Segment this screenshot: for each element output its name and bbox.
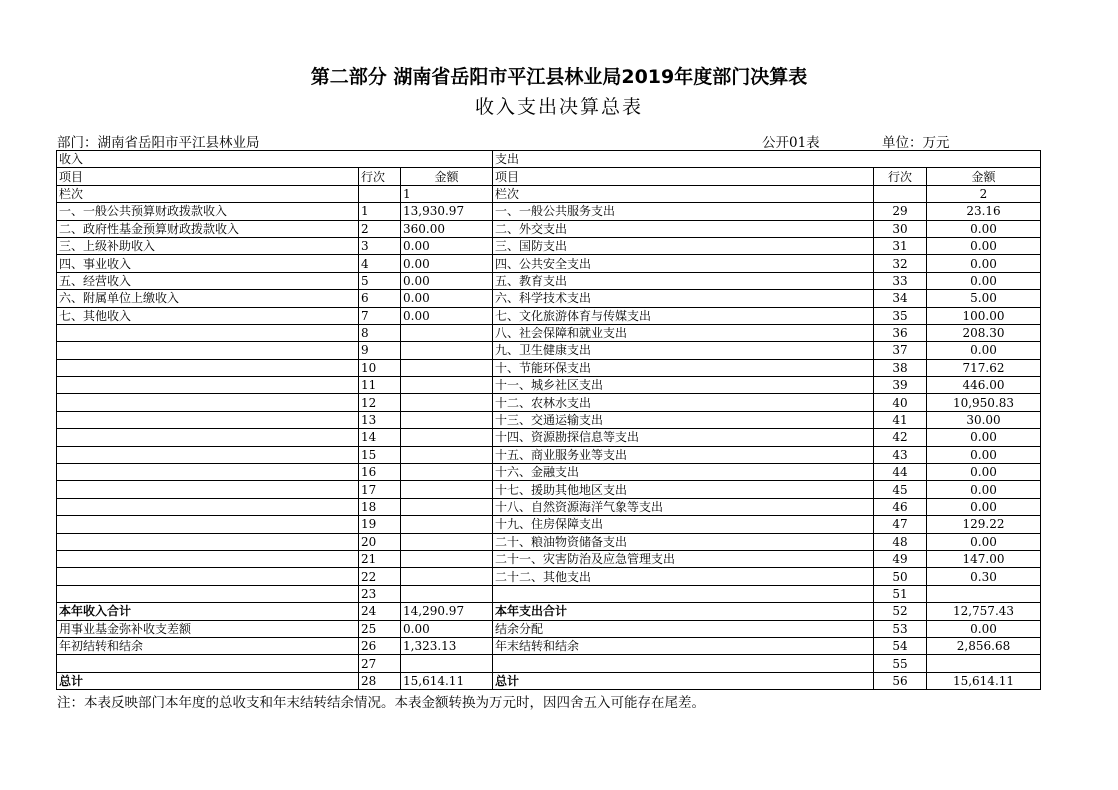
table-row: [57, 481, 1041, 498]
table-row: [57, 324, 1041, 341]
income-amount-cell: [401, 568, 493, 585]
expense-amount-cell: 0.00: [927, 272, 1041, 289]
income-amount-cell: [401, 429, 493, 446]
expense-amount-cell: 23.16: [927, 203, 1041, 220]
expense-item-cell: 十一、城乡社区支出: [493, 377, 874, 394]
expense-amount-cell: 12,757.43: [927, 603, 1041, 620]
income-item-cell: 五、经营收入: [57, 272, 359, 289]
expense-amount-cell: 0.00: [927, 255, 1041, 272]
income-amount-cell: 0.00: [401, 620, 493, 637]
table-row: [57, 377, 1041, 394]
income-item-cell: [57, 342, 359, 359]
expense-line-cell: 51: [874, 585, 927, 602]
expense-item-cell: 本年支出合计: [493, 603, 874, 620]
table-row: [57, 203, 1041, 220]
budget-table: [56, 150, 1041, 690]
header-row-columns: [57, 168, 1041, 185]
income-line-cell: 8: [359, 324, 401, 341]
expense-line-cell: 48: [874, 533, 927, 550]
income-line-cell: 24: [359, 603, 401, 620]
income-item-cell: [57, 324, 359, 341]
column-index-label: 栏次: [57, 185, 359, 202]
income-amount-cell: 14,290.97: [401, 603, 493, 620]
expense-amount-cell: 208.30: [927, 324, 1041, 341]
income-line-cell: 3: [359, 237, 401, 254]
expense-item-cell: 十、节能环保支出: [493, 359, 874, 376]
expense-line-cell: 33: [874, 272, 927, 289]
income-amount-cell: 13,930.97: [401, 203, 493, 220]
expense-item-cell: 二十二、其他支出: [493, 568, 874, 585]
expense-amount-cell: 0.00: [927, 446, 1041, 463]
header-row-column-index: [57, 185, 1041, 202]
expense-line-cell: 37: [874, 342, 927, 359]
income-line-cell: 20: [359, 533, 401, 550]
expense-item-cell: 七、文化旅游体育与传媒支出: [493, 307, 874, 324]
expense-amount-cell: 30.00: [927, 411, 1041, 428]
income-item-cell: [57, 394, 359, 411]
expense-amount-cell: [927, 585, 1041, 602]
expense-item-header: 项目: [493, 168, 874, 185]
income-item-cell: 年初结转和结余: [57, 637, 359, 654]
expense-line-cell: 53: [874, 620, 927, 637]
income-item-cell: [57, 446, 359, 463]
table-row: [57, 672, 1041, 689]
income-item-cell: 三、上级补助收入: [57, 237, 359, 254]
expense-line-cell: 46: [874, 498, 927, 515]
expense-item-cell: 十三、交通运输支出: [493, 411, 874, 428]
expense-item-cell: 十五、商业服务业等支出: [493, 446, 874, 463]
expense-item-cell: 二十一、灾害防治及应急管理支出: [493, 550, 874, 567]
income-line-cell: 11: [359, 377, 401, 394]
table-row: [57, 655, 1041, 672]
income-line-cell: 7: [359, 307, 401, 324]
department-label: 部门：湖南省岳阳市平江县林业局: [57, 135, 260, 151]
income-item-cell: [57, 411, 359, 428]
expense-line-cell: 42: [874, 429, 927, 446]
income-item-cell: [57, 429, 359, 446]
expense-line-cell: 52: [874, 603, 927, 620]
expense-amount-cell: 0.00: [927, 342, 1041, 359]
income-line-header: 行次: [359, 168, 401, 185]
expense-item-cell: 四、公共安全支出: [493, 255, 874, 272]
income-line-cell: 27: [359, 655, 401, 672]
income-line-cell: 18: [359, 498, 401, 515]
income-item-cell: [57, 516, 359, 533]
income-column-index: 1: [401, 185, 493, 202]
expense-line-cell: 54: [874, 637, 927, 654]
expense-amount-cell: 10,950.83: [927, 394, 1041, 411]
expense-line-cell: 45: [874, 481, 927, 498]
expense-item-cell: 二十、粮油物资储备支出: [493, 533, 874, 550]
table-row: [57, 446, 1041, 463]
income-line-cell: 17: [359, 481, 401, 498]
expense-item-cell: 十四、资源勘探信息等支出: [493, 429, 874, 446]
expense-item-cell: 三、国防支出: [493, 237, 874, 254]
income-line-cell: 12: [359, 394, 401, 411]
expense-amount-cell: 2,856.68: [927, 637, 1041, 654]
expense-line-cell: 55: [874, 655, 927, 672]
income-amount-cell: [401, 342, 493, 359]
expense-amount-cell: 0.00: [927, 220, 1041, 237]
income-line-cell: 14: [359, 429, 401, 446]
income-line-cell: 4: [359, 255, 401, 272]
expense-amount-cell: 0.00: [927, 620, 1041, 637]
income-line-cell: 21: [359, 550, 401, 567]
expense-item-cell: 十九、住房保障支出: [493, 516, 874, 533]
expense-item-cell: 二、外交支出: [493, 220, 874, 237]
expense-amount-cell: 129.22: [927, 516, 1041, 533]
table-row: [57, 620, 1041, 637]
income-amount-cell: 0.00: [401, 307, 493, 324]
income-line-cell: 19: [359, 516, 401, 533]
table-row: [57, 237, 1041, 254]
expense-item-cell: 五、教育支出: [493, 272, 874, 289]
table-row: [57, 394, 1041, 411]
expense-amount-cell: 0.00: [927, 533, 1041, 550]
income-item-cell: [57, 359, 359, 376]
table-row: [57, 307, 1041, 324]
expense-amount-cell: 15,614.11: [927, 672, 1041, 689]
income-line-index: [359, 185, 401, 202]
expense-line-cell: 41: [874, 411, 927, 428]
table-row: [57, 411, 1041, 428]
income-item-cell: [57, 498, 359, 515]
expense-line-cell: 31: [874, 237, 927, 254]
expense-item-cell: 一、一般公共服务支出: [493, 203, 874, 220]
expense-line-cell: 35: [874, 307, 927, 324]
expense-amount-cell: 0.00: [927, 429, 1041, 446]
table-subtitle: 收入支出决算总表: [474, 96, 643, 118]
income-line-cell: 15: [359, 446, 401, 463]
expense-line-cell: 56: [874, 672, 927, 689]
table-row: [57, 637, 1041, 654]
income-item-cell: 一、一般公共预算财政拨款收入: [57, 203, 359, 220]
income-amount-cell: [401, 655, 493, 672]
income-amount-header: 金额: [401, 168, 493, 185]
income-amount-cell: 0.00: [401, 237, 493, 254]
expense-amount-cell: 446.00: [927, 377, 1041, 394]
income-item-cell: [57, 481, 359, 498]
expense-item-cell: 总计: [493, 672, 874, 689]
expense-line-cell: 32: [874, 255, 927, 272]
income-amount-cell: [401, 411, 493, 428]
expense-amount-cell: 0.00: [927, 237, 1041, 254]
expense-line-cell: 38: [874, 359, 927, 376]
table-row: [57, 498, 1041, 515]
income-line-cell: 26: [359, 637, 401, 654]
income-line-cell: 2: [359, 220, 401, 237]
expense-item-cell: 十七、援助其他地区支出: [493, 481, 874, 498]
income-amount-cell: [401, 516, 493, 533]
income-amount-cell: [401, 498, 493, 515]
income-item-cell: [57, 655, 359, 672]
expense-header: 支出: [493, 151, 1041, 168]
income-line-cell: 1: [359, 203, 401, 220]
income-line-cell: 22: [359, 568, 401, 585]
expense-amount-cell: 147.00: [927, 550, 1041, 567]
income-line-cell: 10: [359, 359, 401, 376]
income-amount-cell: [401, 585, 493, 602]
expense-line-cell: 39: [874, 377, 927, 394]
income-header: 收入: [57, 151, 493, 168]
income-amount-cell: [401, 481, 493, 498]
income-line-cell: 16: [359, 464, 401, 481]
income-line-cell: 5: [359, 272, 401, 289]
income-amount-cell: 360.00: [401, 220, 493, 237]
table-row: [57, 272, 1041, 289]
income-item-cell: [57, 533, 359, 550]
expense-item-cell: [493, 655, 874, 672]
income-item-cell: 总计: [57, 672, 359, 689]
expense-amount-cell: 0.00: [927, 464, 1041, 481]
income-amount-cell: 15,614.11: [401, 672, 493, 689]
expense-item-cell: 年末结转和结余: [493, 637, 874, 654]
expense-column-index-label: 栏次: [493, 185, 874, 202]
expense-item-cell: 八、社会保障和就业支出: [493, 324, 874, 341]
income-amount-cell: 0.00: [401, 290, 493, 307]
income-line-cell: 28: [359, 672, 401, 689]
income-item-cell: [57, 585, 359, 602]
income-amount-cell: [401, 359, 493, 376]
table-code: 公开01表: [762, 135, 820, 151]
expense-line-cell: 30: [874, 220, 927, 237]
income-item-cell: [57, 377, 359, 394]
expense-item-cell: 十八、自然资源海洋气象等支出: [493, 498, 874, 515]
expense-item-cell: 六、科学技术支出: [493, 290, 874, 307]
income-amount-cell: [401, 464, 493, 481]
expense-line-cell: 44: [874, 464, 927, 481]
income-line-cell: 23: [359, 585, 401, 602]
expense-item-cell: 结余分配: [493, 620, 874, 637]
income-amount-cell: [401, 533, 493, 550]
income-amount-cell: [401, 550, 493, 567]
footnote: 注：本表反映部门本年度的总收支和年末结转结余情况。本表金额转换为万元时，因四舍五入可能存在尾差。: [57, 695, 705, 711]
income-line-cell: 9: [359, 342, 401, 359]
expense-amount-cell: 5.00: [927, 290, 1041, 307]
income-amount-cell: [401, 446, 493, 463]
income-item-cell: [57, 464, 359, 481]
expense-line-cell: 47: [874, 516, 927, 533]
income-line-cell: 6: [359, 290, 401, 307]
income-amount-cell: 0.00: [401, 272, 493, 289]
income-item-header: 项目: [57, 168, 359, 185]
income-line-cell: 13: [359, 411, 401, 428]
income-amount-cell: 1,323.13: [401, 637, 493, 654]
expense-item-cell: [493, 585, 874, 602]
table-row: [57, 516, 1041, 533]
income-item-cell: 用事业基金弥补收支差额: [57, 620, 359, 637]
income-item-cell: 七、其他收入: [57, 307, 359, 324]
table-row: [57, 220, 1041, 237]
table-row: [57, 342, 1041, 359]
expense-line-cell: 40: [874, 394, 927, 411]
page-title: 第二部分 湖南省岳阳市平江县林业局2019年度部门决算表: [310, 66, 808, 88]
table-row: [57, 359, 1041, 376]
table-row: [57, 568, 1041, 585]
income-line-cell: 25: [359, 620, 401, 637]
expense-line-cell: 34: [874, 290, 927, 307]
expense-item-cell: 九、卫生健康支出: [493, 342, 874, 359]
income-item-cell: 六、附属单位上缴收入: [57, 290, 359, 307]
expense-amount-cell: 717.62: [927, 359, 1041, 376]
table-row: [57, 550, 1041, 567]
expense-line-cell: 50: [874, 568, 927, 585]
unit-label: 单位：万元: [882, 135, 950, 151]
table-row: [57, 429, 1041, 446]
income-item-cell: [57, 550, 359, 567]
expense-line-cell: 29: [874, 203, 927, 220]
expense-line-cell: 36: [874, 324, 927, 341]
expense-line-cell: 43: [874, 446, 927, 463]
income-item-cell: 本年收入合计: [57, 603, 359, 620]
expense-item-cell: 十六、金融支出: [493, 464, 874, 481]
income-item-cell: 二、政府性基金预算财政拨款收入: [57, 220, 359, 237]
expense-line-cell: 49: [874, 550, 927, 567]
table-row: [57, 603, 1041, 620]
expense-amount-cell: 0.30: [927, 568, 1041, 585]
header-row-section: [57, 151, 1041, 168]
table-row: [57, 533, 1041, 550]
table-row: [57, 290, 1041, 307]
income-amount-cell: [401, 324, 493, 341]
table-row: [57, 585, 1041, 602]
income-item-cell: [57, 568, 359, 585]
expense-amount-cell: 100.00: [927, 307, 1041, 324]
income-amount-cell: [401, 394, 493, 411]
expense-amount-cell: [927, 655, 1041, 672]
expense-amount-header: 金额: [927, 168, 1041, 185]
expense-amount-cell: 0.00: [927, 498, 1041, 515]
expense-item-cell: 十二、农林水支出: [493, 394, 874, 411]
income-item-cell: 四、事业收入: [57, 255, 359, 272]
expense-line-index: [874, 185, 927, 202]
table-row: [57, 255, 1041, 272]
income-amount-cell: 0.00: [401, 255, 493, 272]
expense-column-index: 2: [927, 185, 1041, 202]
expense-line-header: 行次: [874, 168, 927, 185]
expense-amount-cell: 0.00: [927, 481, 1041, 498]
table-row: [57, 464, 1041, 481]
income-amount-cell: [401, 377, 493, 394]
